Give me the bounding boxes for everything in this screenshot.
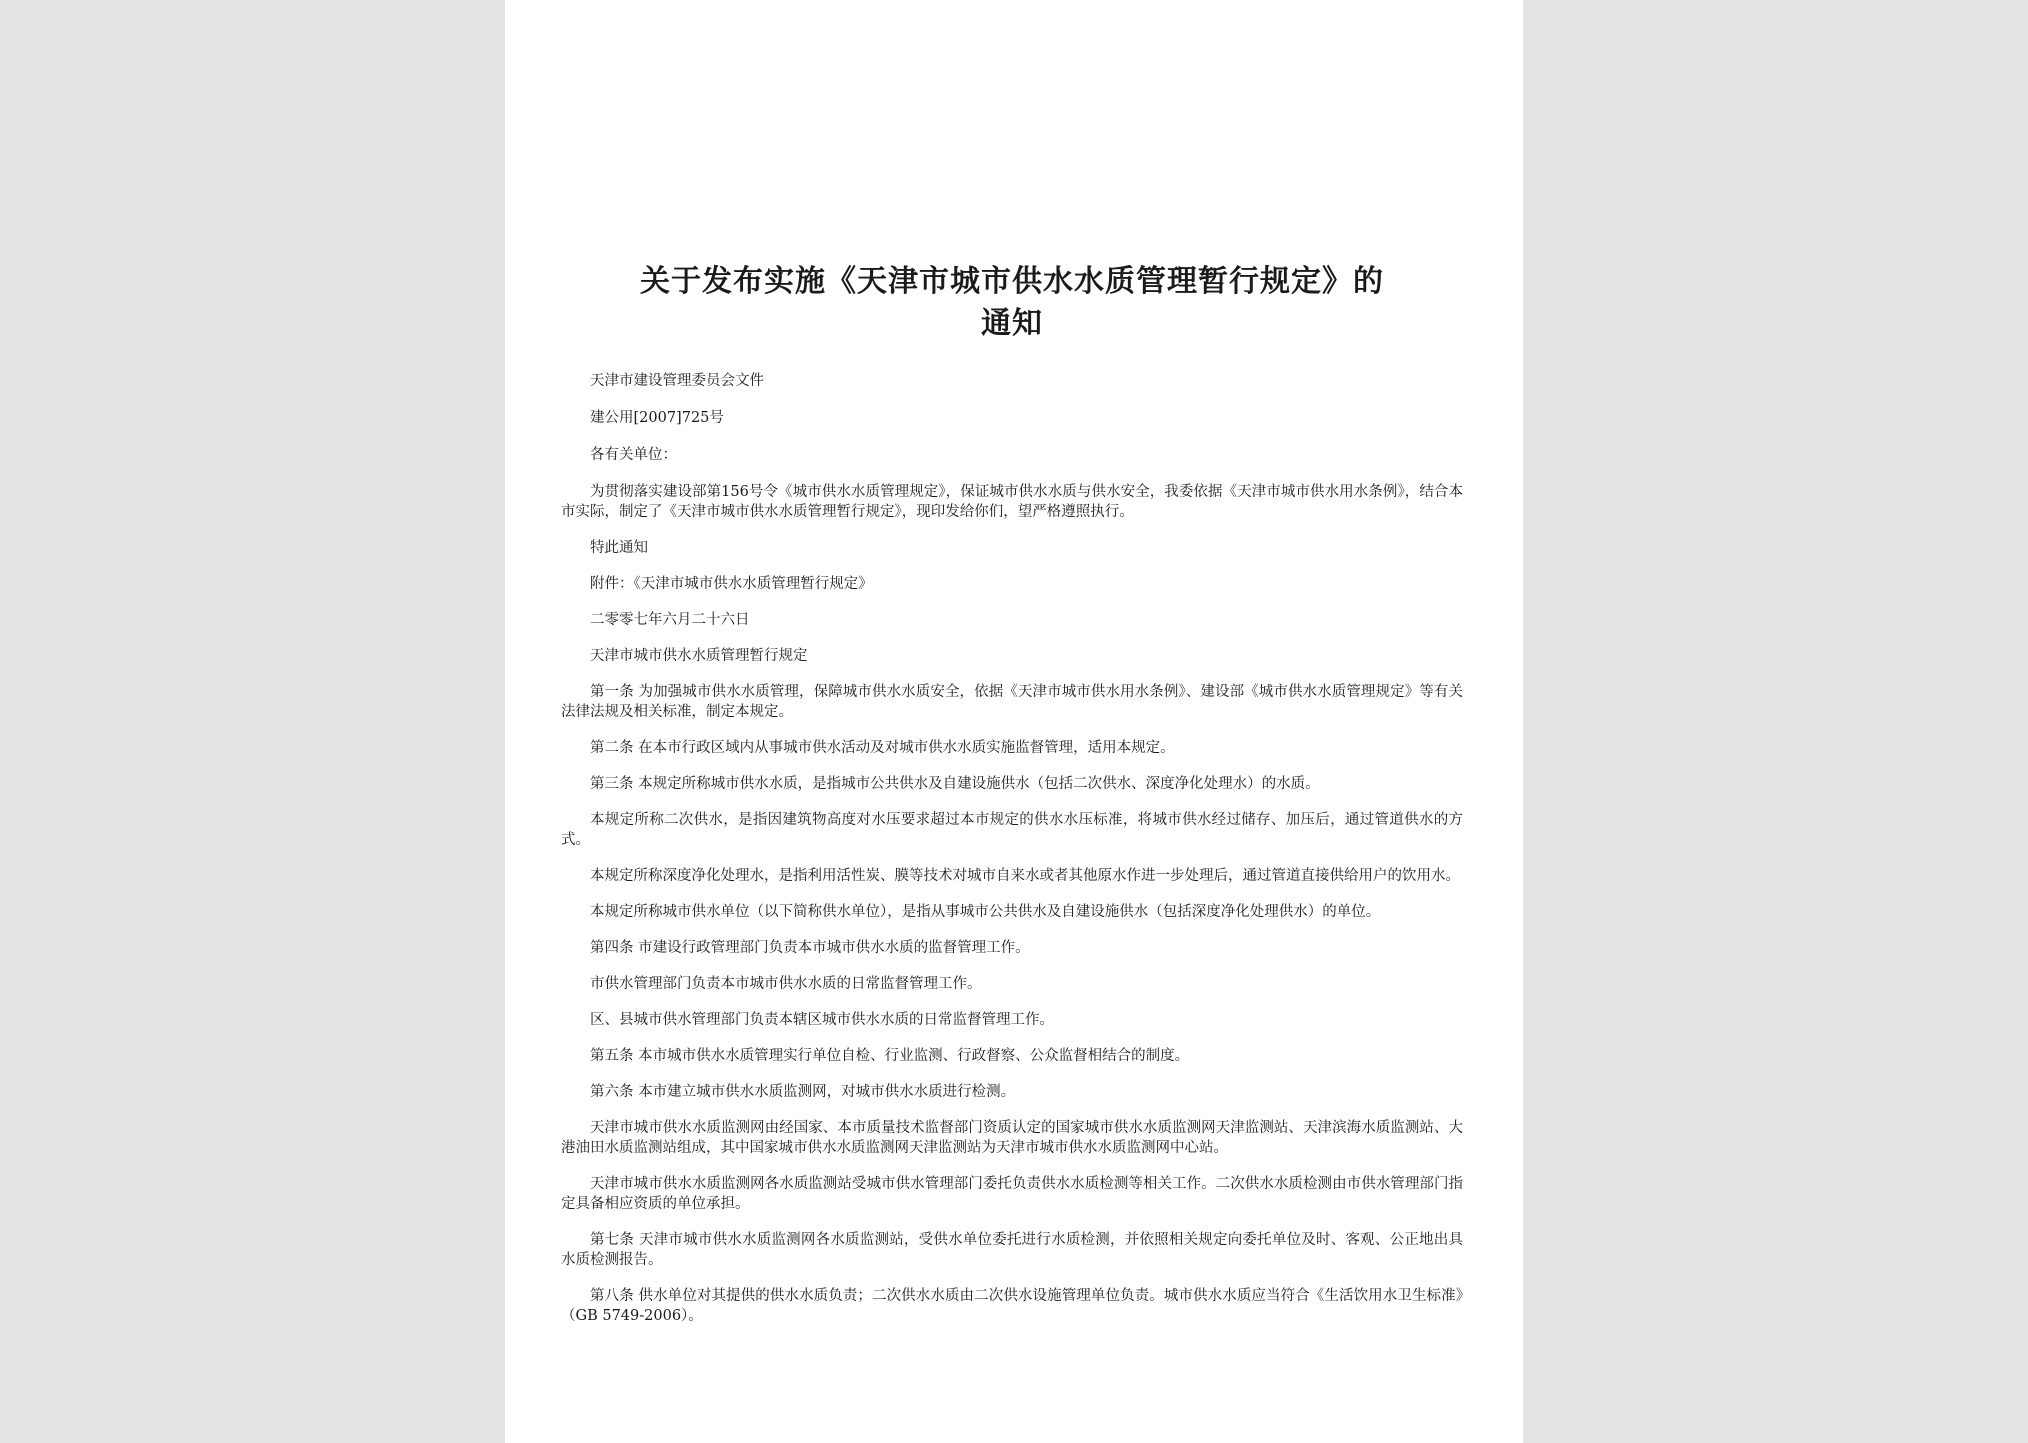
- notice-line: 特此通知: [590, 540, 648, 556]
- regulation-title: 天津市城市供水水质管理暂行规定: [590, 648, 808, 664]
- title-line-1: 关于发布实施《天津市城市供水水质管理暂行规定》的: [640, 264, 1384, 299]
- article-paragraph: 第六条 本市建立城市供水水质监测网，对城市供水水质进行检测。: [590, 1084, 1016, 1100]
- article-paragraph: 第八条 供水单位对其提供的供水水质负责；二次供水水质由二次供水设施管理单位负责。城市供水水质应当符合《生活饮用水卫生标准》（GB 5749-2006）。: [561, 1288, 1463, 1324]
- title-line-2: 通知: [981, 306, 1043, 341]
- attachment-line: 附件：《天津市城市供水水质管理暂行规定》: [590, 576, 873, 592]
- article-paragraph: 第二条 在本市行政区域内从事城市供水活动及对城市供水水质实施监督管理，适用本规定。: [590, 740, 1175, 756]
- article-paragraph: 区、县城市供水管理部门负责本辖区城市供水水质的日常监督管理工作。: [590, 1012, 1054, 1028]
- doc-number: 建公用[2007]725号: [590, 410, 724, 426]
- document-page: [505, 0, 1523, 1443]
- document-body: [561, 371, 1463, 1326]
- article-paragraph: 本规定所称城市供水单位（以下简称供水单位），是指从事城市公共供水及自建设施供水（包括深度净化处理供水）的单位。: [590, 904, 1381, 920]
- article-paragraph: 第五条 本市城市供水水质管理实行单位自检、行业监测、行政督察、公众监督相结合的制度。: [590, 1048, 1190, 1064]
- document-title: [561, 261, 1463, 345]
- article-paragraph: 本规定所称二次供水，是指因建筑物高度对水压要求超过本市规定的供水水压标准，将城市供水经过储存、加压后，通过管道供水的方式。: [561, 812, 1463, 848]
- issuer: 天津市建设管理委员会文件: [590, 373, 764, 389]
- article-paragraph: 第四条 市建设行政管理部门负责本市城市供水水质的监督管理工作。: [590, 940, 1030, 956]
- article-paragraph: 第三条 本规定所称城市供水水质，是指城市公共供水及自建设施供水（包括二次供水、深度净化处理水）的水质。: [590, 776, 1320, 792]
- article-paragraph: 本规定所称深度净化处理水，是指利用活性炭、膜等技术对城市自来水或者其他原水作进一步处理后，通过管道直接供给用户的饮用水。: [590, 868, 1460, 884]
- intro-paragraph: 为贯彻落实建设部第156号令《城市供水水质管理规定》，保证城市供水水质与供水安全，我委依据《天津市城市供水用水条例》，结合本市实际，制定了《天津市城市供水水质管理暂行规定》，现印发给你们，望严格遵照执行。: [561, 484, 1463, 520]
- article-paragraph: 天津市城市供水水质监测网由经国家、本市质量技术监督部门资质认定的国家城市供水水质监测网天津监测站、天津滨海水质监测站、大港油田水质监测站组成，其中国家城市供水水质监测网天津监测站为天津市城市供水水质监测网中心站。: [561, 1120, 1463, 1156]
- article-paragraph: 第一条 为加强城市供水水质管理，保障城市供水水质安全，依据《天津市城市供水用水条例》、建设部《城市供水水质管理规定》等有关法律法规及相关标准，制定本规定。: [561, 684, 1463, 720]
- salutation: 各有关单位：: [590, 447, 677, 463]
- article-paragraph: 第七条 天津市城市供水水质监测网各水质监测站，受供水单位委托进行水质检测，并依照相关规定向委托单位及时、客观、公正地出具水质检测报告。: [561, 1232, 1463, 1268]
- article-paragraph: 天津市城市供水水质监测网各水质监测站受城市供水管理部门委托负责供水水质检测等相关工作。二次供水水质检测由市供水管理部门指定具备相应资质的单位承担。: [561, 1176, 1463, 1212]
- date-line: 二零零七年六月二十六日: [590, 612, 750, 628]
- article-paragraph: 市供水管理部门负责本市城市供水水质的日常监督管理工作。: [590, 976, 982, 992]
